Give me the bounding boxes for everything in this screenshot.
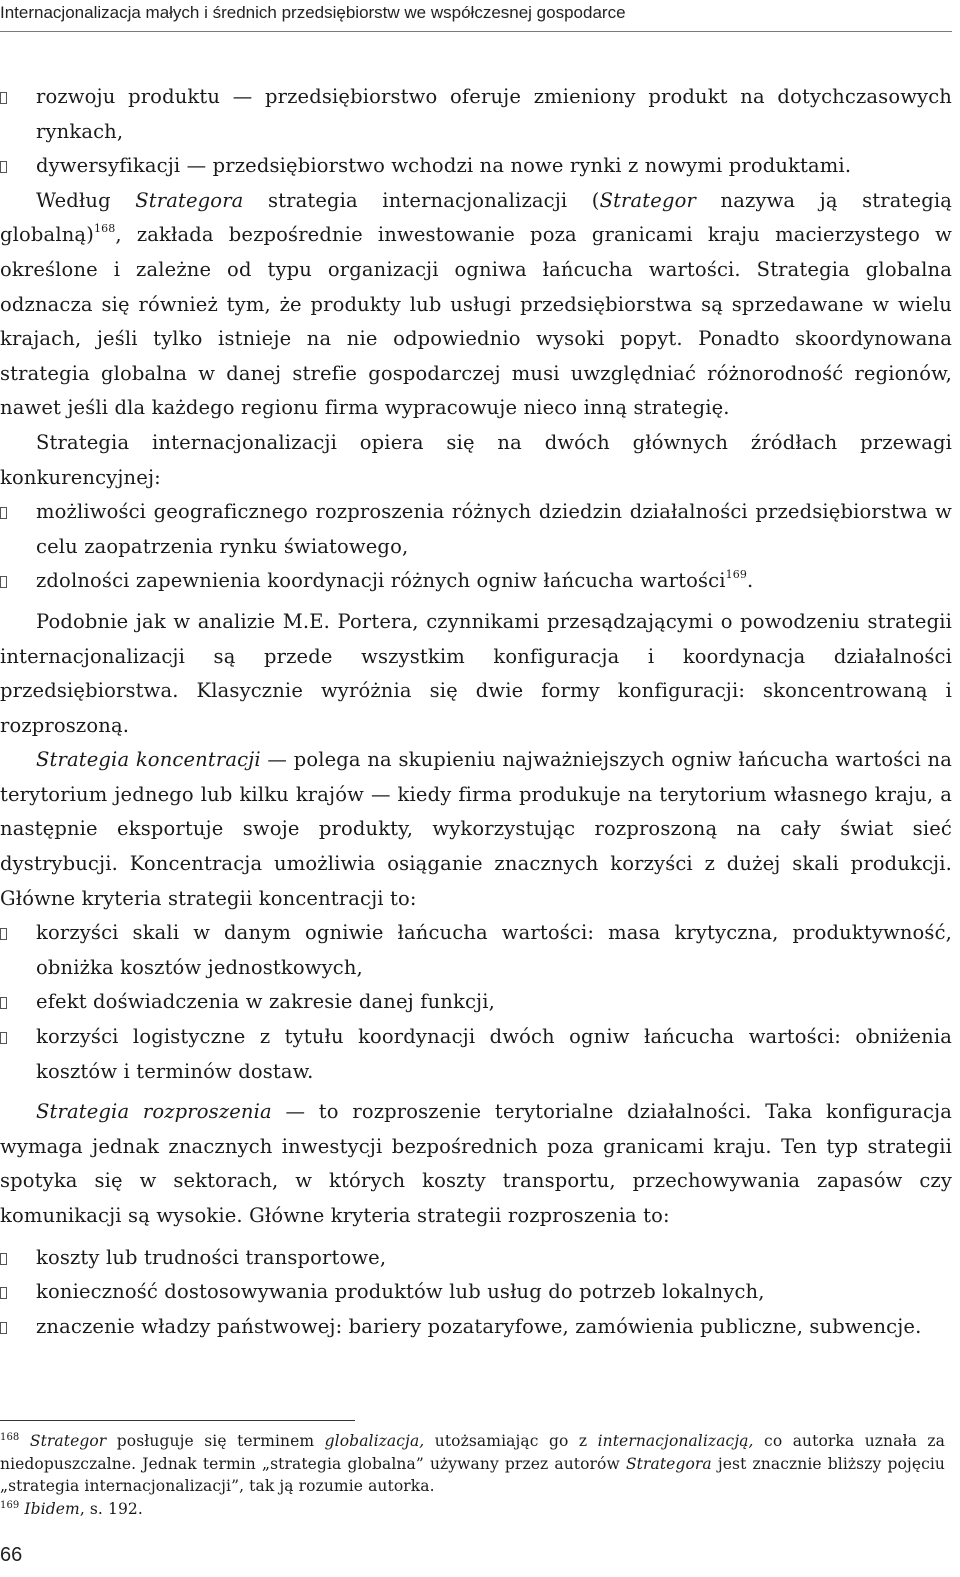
- bullet-marker-icon: [0, 1287, 7, 1299]
- bullet-marker-icon: [0, 576, 7, 588]
- bullet-marker-icon: [0, 1253, 7, 1265]
- footnote-divider: [0, 1420, 355, 1421]
- advantage-bullet-list: [0, 495, 952, 599]
- footnote-number: 169: [0, 1499, 20, 1511]
- bullet-marker-icon: [0, 1032, 7, 1044]
- paragraph-dispersion: Strategia rozproszenia — to rozproszenie terytorialne działalności. Taka konfiguracja wymaga jednak znacznych inwestycji bezpośrednich poza granicami kraju. Ten typ strategii spotyka się w sektorach, w których koszty transportu, przechowywania zapasów czy komunikacji są wysokie. Główne kryteria strategii rozproszenia to:: [0, 1100, 953, 1227]
- footnote-ref-169[interactable]: 169: [725, 568, 748, 582]
- paragraph-porter: Podobnie jak w analizie M.E. Portera, czynnikami przesądzającymi o powodzeniu strategii internacjonalizacji są przede wszystkim konfiguracja i koordynacja działalności przedsiębiorstwa. Klasycznie wyróżnia się dwie formy konfiguracji: skoncentrowaną i rozproszoną.: [0, 609, 952, 737]
- footnote-169: $^{169}$ Ibidem, s. 192.: [0, 1499, 143, 1518]
- bullet-marker-icon: [0, 92, 7, 104]
- term-concentration: Strategia koncentracji: [36, 748, 261, 772]
- footnote-168: $^{168}$ Strategor posługuje się terminem globalizacja, utożsamiając go z internacjonalizacją, co autorka uznała za niedopuszczalne. Jednak termin „strategia globalna” używany przez autorów Strategora jest znacznie bliższy pojęciu „strategia internacjonalizacji”, tak ją rozumie autorka.: [0, 1432, 946, 1495]
- list-item: rozwoju produktu — przedsiębiorstwo oferuje zmieniony produkt na dotychczasowych rynkach,: [0, 80, 952, 149]
- paragraph-concentration: Strategia koncentracji — polega na skupieniu najważniejszych ogniw łańcucha wartości na terytorium jednego lub kilku krajów — kiedy firma produkuje na terytorium własnego kraju, a następnie eksportuje swoje produkty, wykorzystując rozproszoną na cały świat sieć dystrybucji. Koncentracja umożliwia osiąganie znacznych korzyści z dużej skali produkcji. Główne kryteria strategii koncentracji to:: [0, 748, 953, 910]
- bullet-marker-icon: [0, 1322, 7, 1334]
- paragraph-global-strategy: Według Strategora strategia internacjonalizacji (Strategor nazywa ją strategią globalną)$^{168}$, zakłada bezpośrednie inwestowanie poza granicami kraju macierzystego w określone i zależne od typu organizacji ogniwa łańcucha wartości. Strategia globalna odznacza się również tym, że produkty lub usługi przedsiębiorstwa są sprzedawane w wielu krajach, jeśli tylko istnieje na nie odpowiednio wysoki popyt. Ponadto skoordynowana strategia globalna w danej strefie gospodarczej musi uwzględniać różnorodność regionów, nawet jeśli dla każdego regionu firma wypracowuje nieco inną strategię.: [0, 188, 952, 420]
- intro-bullet-list: [0, 80, 952, 184]
- list-item: koszty lub trudności transportowe,: [0, 1241, 952, 1276]
- concentration-bullet-list: [0, 916, 952, 1089]
- paragraph-competitive-sources: Strategia internacjonalizacji opiera się na dwóch głównych źródłach przewagi konkurencyjnej:: [0, 430, 952, 489]
- list-item: dywersyfikacji — przedsiębiorstwo wchodzi na nowe rynki z nowymi produktami.: [0, 149, 952, 184]
- list-item: możliwości geograficznego rozproszenia różnych dziedzin działalności przedsiębiorstwa w celu zaopatrzenia rynku światowego,: [0, 495, 952, 564]
- header-divider: [0, 31, 952, 32]
- list-item: konieczność dostosowywania produktów lub usług do potrzeb lokalnych,: [0, 1275, 952, 1310]
- list-item: efekt doświadczenia w zakresie danej funkcji,: [0, 985, 952, 1020]
- emphasis-strategor: Strategora: [135, 188, 244, 212]
- list-item: korzyści logistyczne z tytułu koordynacji dwóch ogniw łańcucha wartości: obniżenia kosztów i terminów dostaw.: [0, 1020, 952, 1089]
- main-text: [0, 80, 952, 1344]
- running-header: Internacjonalizacja małych i średnich przedsiębiorstw we współczesnej gospodarce: [0, 3, 626, 22]
- footnote-ref-168[interactable]: 168: [93, 222, 116, 236]
- list-item: znaczenie władzy państwowej: bariery pozataryfowe, zamówienia publiczne, subwencje.: [0, 1310, 952, 1345]
- footnotes: [0, 1430, 945, 1520]
- bullet-marker-icon: [0, 928, 7, 940]
- emphasis-strategor: Strategor: [599, 188, 696, 212]
- term-dispersion: Strategia rozproszenia: [36, 1100, 272, 1124]
- list-item: zdolności zapewnienia koordynacji różnych ogniw łańcucha wartości$^{169}$.: [0, 564, 952, 599]
- dispersion-bullet-list: [0, 1241, 952, 1345]
- page-number: 66: [0, 1544, 23, 1566]
- bullet-marker-icon: [0, 997, 7, 1009]
- bullet-marker-icon: [0, 507, 7, 519]
- list-item: korzyści skali w danym ogniwie łańcucha wartości: masa krytyczna, produktywność, obniżka kosztów jednostkowych,: [0, 916, 952, 985]
- bullet-marker-icon: [0, 161, 7, 173]
- footnote-number: 168: [0, 1432, 20, 1443]
